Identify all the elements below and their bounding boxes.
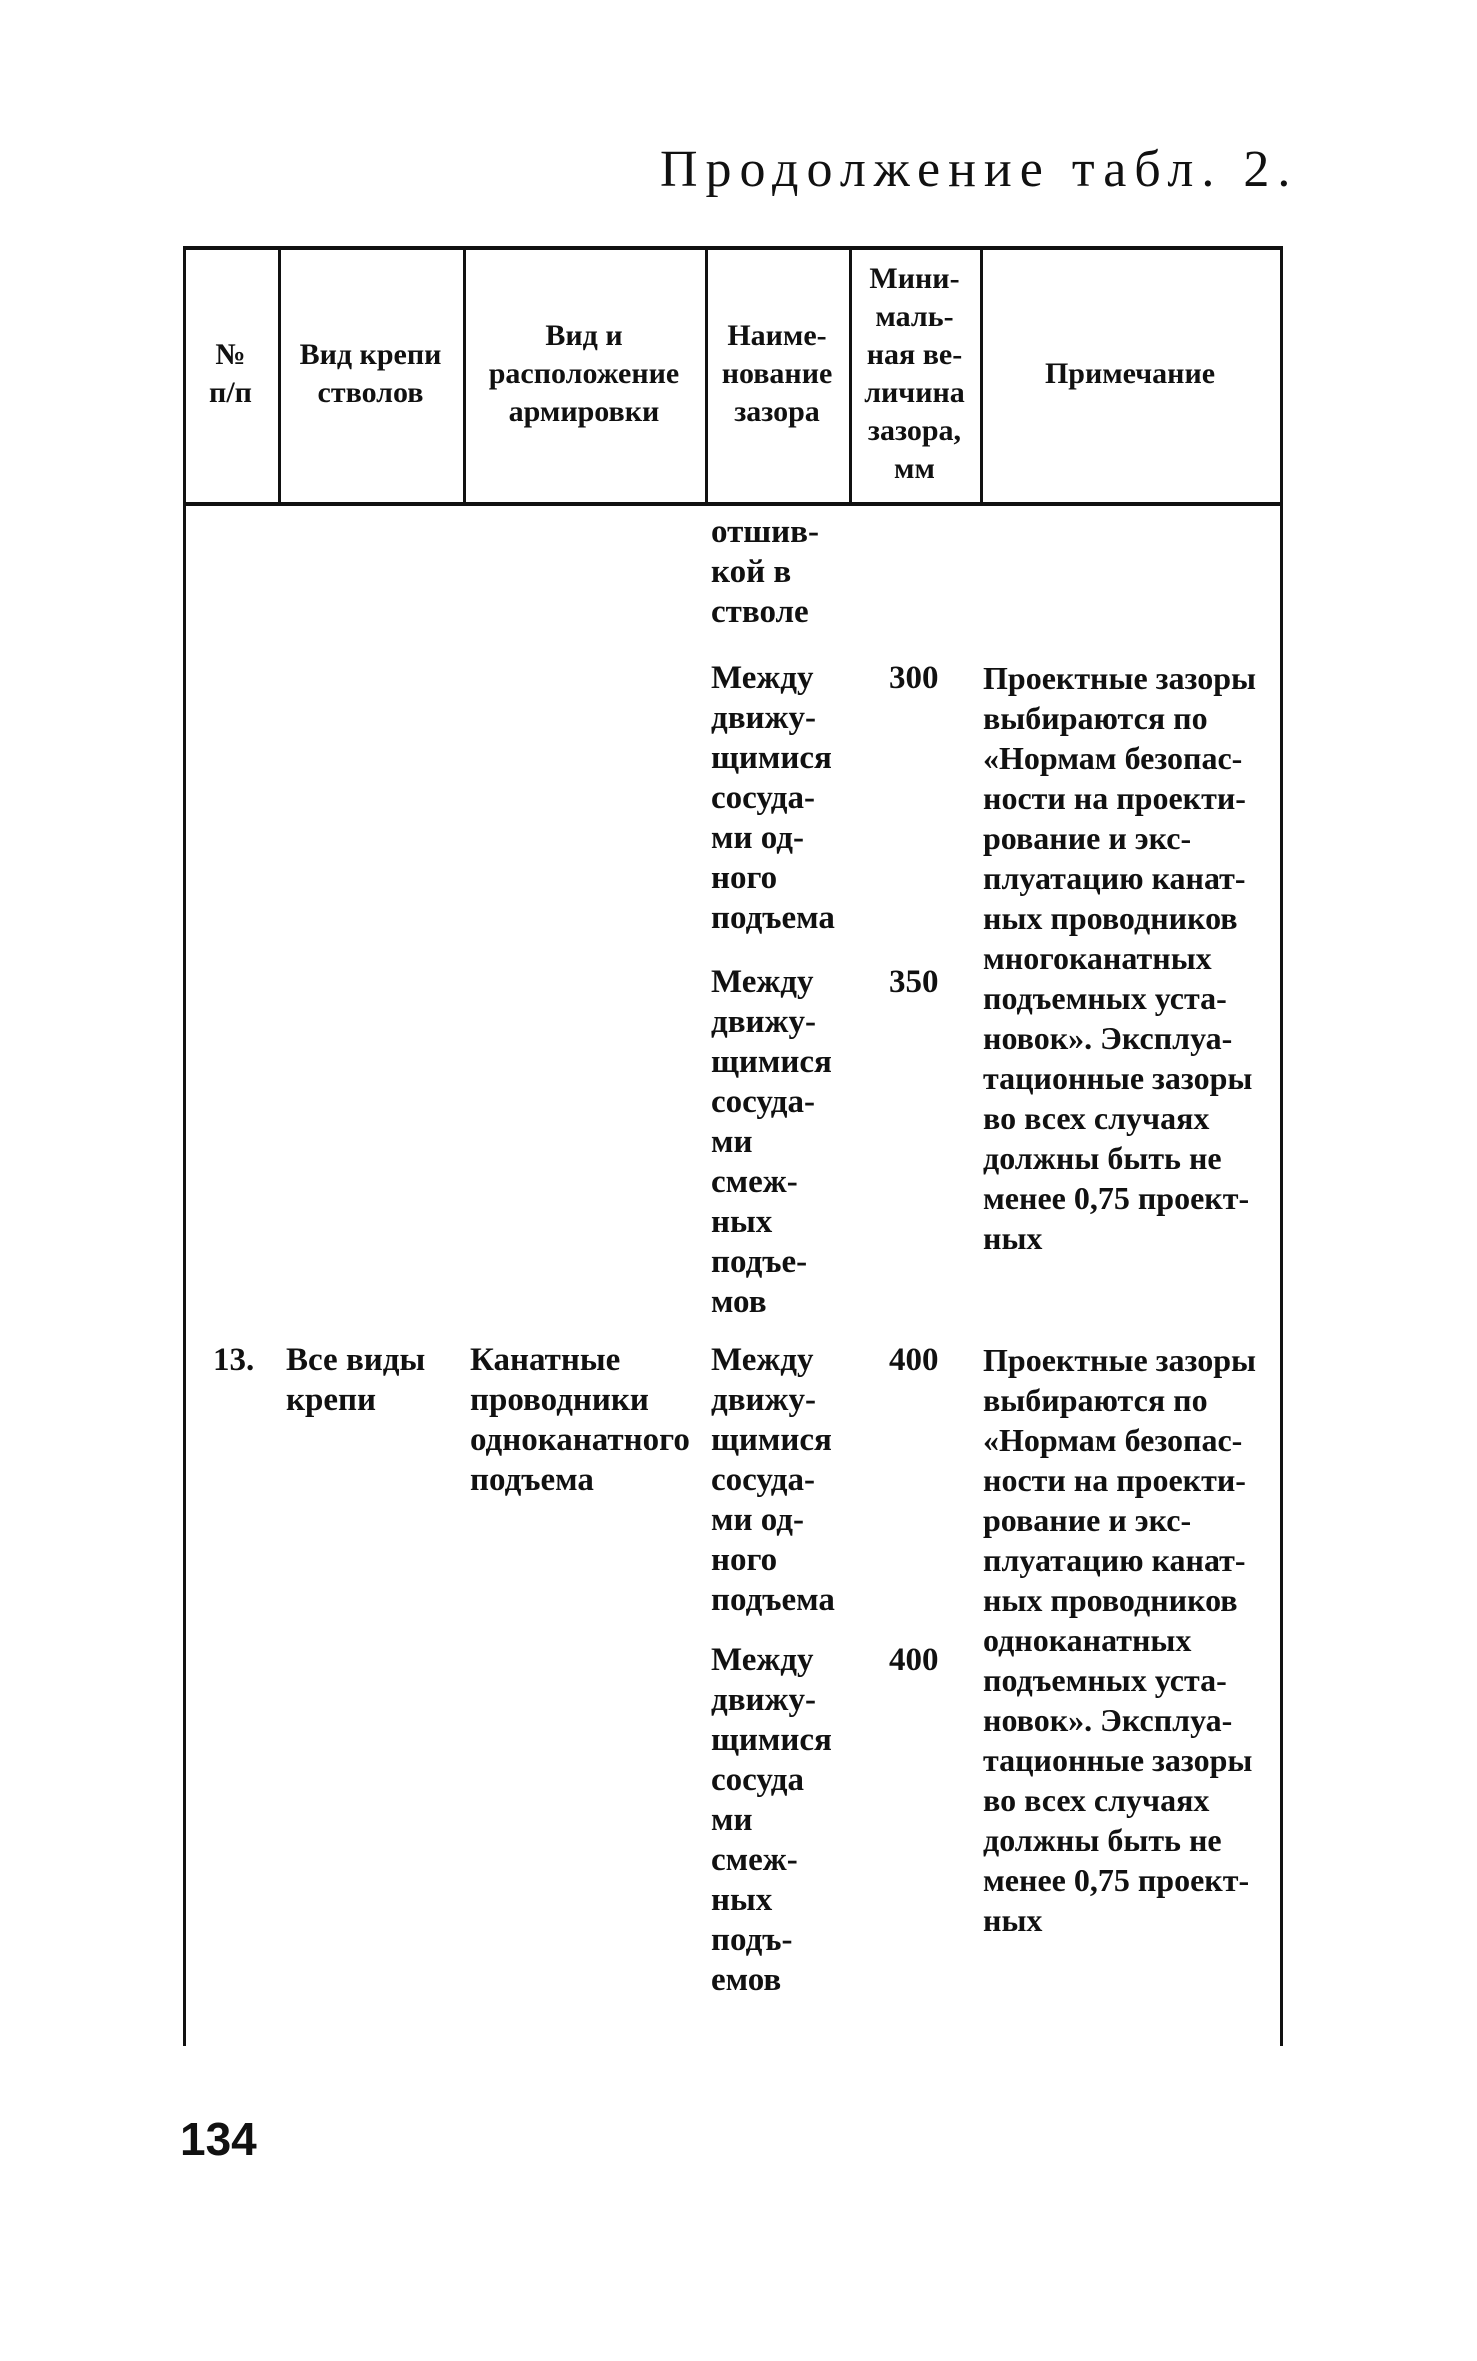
table-left-border — [183, 246, 186, 2046]
page-number: 134 — [180, 2113, 257, 2165]
gap-name-cell: Между движу- щимися сосуда- ми смеж- ных подъе- мов — [711, 964, 832, 1320]
gap-value-cell: 350 — [889, 964, 939, 1000]
reinforcement-cell: Канатные проводники одноканатного подъема — [470, 1342, 690, 1498]
header-number: № п/п — [209, 338, 252, 409]
gap-name-continued: отшив- кой в стволе — [711, 514, 819, 630]
gap-name-cell: Между движу- щимися сосуда- ми од- ного подъема — [711, 1342, 835, 1618]
header-note: Примечание — [1044, 357, 1216, 390]
table — [183, 246, 1283, 2046]
header-min-gap: Мини- маль- ная ве- личина зазора, мм — [864, 262, 965, 485]
gap-name-cell: Между движу- щимися сосуда- ми од- ного подъема — [711, 660, 835, 936]
gap-name-cell: Между движу- щимися сосуда ми смеж- ных подъ- емов — [711, 1642, 832, 1998]
header-gap-name: Наиме- нование зазора — [721, 319, 833, 428]
note-cell: Проектные зазоры выбираются по «Нормам безопас- ности на проекти- рование и экс- плуатацию канат- ных проводников многоканатных подъемных уста- новок». Эксплуа- тационные зазоры во всех случаях должны быть не менее 0,75 проект- ных — [983, 660, 1256, 1256]
row-number: 13. — [213, 1342, 255, 1378]
support-type-cell: Все виды крепи — [286, 1342, 426, 1418]
gap-value-cell: 400 — [889, 1342, 939, 1378]
header-bottom-border — [183, 502, 1283, 506]
gap-value-cell: 300 — [889, 660, 939, 696]
header-support-type: Вид крепи стволов — [299, 338, 442, 409]
header-reinforcement: Вид и расположение армировки — [488, 319, 680, 428]
table-caption: Продолжение табл. 2. — [660, 141, 1299, 198]
note-cell: Проектные зазоры выбираются по «Нормам безопас- ности на проекти- рование и экс- плуатацию канат- ных проводников одноканатных подъемных уста- новок». Эксплуа- тационные зазоры во всех случаях должны быть не менее 0,75 проект- ных — [983, 1342, 1256, 1938]
gap-value-cell: 400 — [889, 1642, 939, 1678]
